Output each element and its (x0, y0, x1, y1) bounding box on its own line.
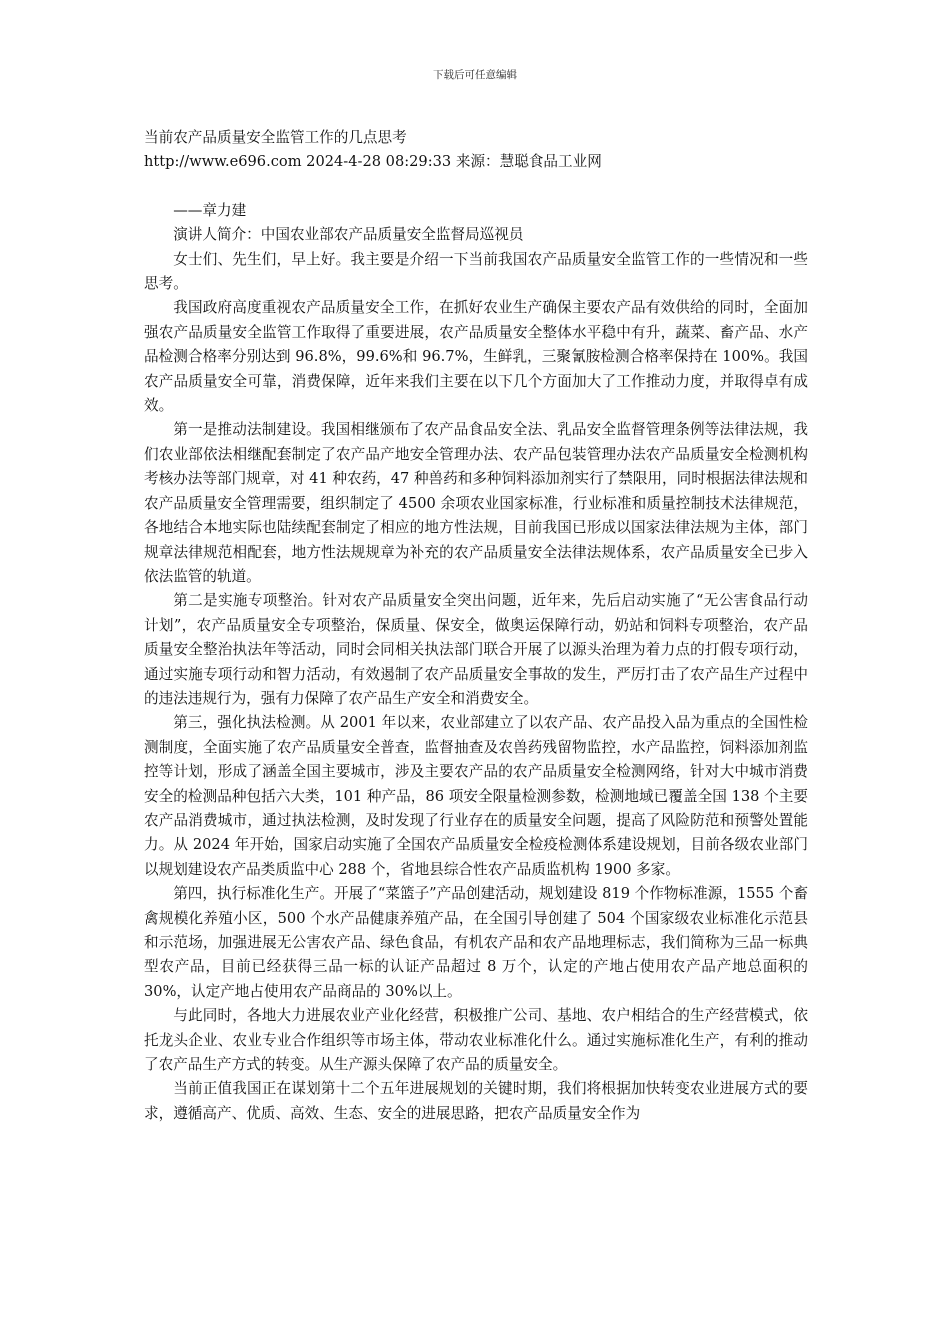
paragraph: 与此同时，各地大力进展农业产业化经营，积极推广公司、基地、农户相结合的生产经营模式，依托龙头企业、农业专业合作组织等市场主体，带动农业标准化什么。通过实施标准化生产，有利的推动了农产品生产方式的转变。从生产源头保障了农产品的质量安全。 (144, 1007, 808, 1074)
paragraph: 第四，执行标准化生产。开展了“菜篮子”产品创建活动，规划建设 819 个作物标准源，1555 个畜禽规模化养殖小区，500 个水产品健康养殖产品，在全国引导创建了 504 个国家级农业标准化示范县和示范场，加强进展无公害农产品、绿色食品，有机农产品和农产品地理标志，我们简称为三品一标典型农产品，目前已经获得三品一标的认证产品超过 8 万个，认定的产地占使用农产品产地总面积的 30%，认定产地占使用农产品商品的 30%以上。 (144, 885, 808, 1000)
paragraph: 第一是推动法制建设。我国相继颁布了农产品食品安全法、乳品安全监督管理条例等法律法规，我们农业部依法相继配套制定了农产品产地安全管理办法、农产品包装管理办法农产品质量安全检测机构考核办法等部门规章，对 41 种农药，47 种兽药和多种饲料添加剂实行了禁限用，同时根据法律法规和农产品质量安全管理需要，组织制定了 4500 余项农业国家标准，行业标准和质量控制技术法律规范，各地结合本地实际也陆续配套制定了相应的地方性法规，目前我国已形成以国家法律法规为主体，部门规章法律规范相配套，地方性法规规章为补充的农产品质量安全法律法规体系，农产品质量安全已步入依法监管的轨道。 (144, 421, 808, 585)
header-note: 下载后可任意编辑 (433, 69, 517, 81)
paragraph: 第三，强化执法检测。从 2001 年以来，农业部建立了以农产品、农产品投入品为重点的全国性检测制度，全面实施了农产品质量安全普查，监督抽查及农兽药残留物监控，水产品监控，饲料添加剂监控等计划，形成了涵盖全国主要城市，涉及主要农产品的农产品质量安全检测网络，针对大中城市消费安全的检测品种包括六大类，101 种产品，86 项安全限量检测参数，检测地域已覆盖全国 138 个主要农产品消费城市，通过执法检测，及时发现了行业存在的质量安全问题，提高了风险防范和预警处置能力。从 2024 年开始，国家启动实施了全国农产品质量安全检疫检测体系建设规划，目前各级农业部门以规划建设农产品类质监中心 288 个，省地县综合性农产品质监机构 1900 多家。 (144, 714, 808, 878)
speaker-intro: 演讲人简介：中国农业部农产品质量安全监督局巡视员 (173, 226, 524, 244)
source-line: http://www.e696.com 2024-4-28 08:29:33 来源：慧聪食品工业网 (144, 153, 602, 171)
paragraph: 当前正值我国正在谋划第十二个五年进展规划的关键时期，我们将根据加快转变农业进展方式的要求，遵循高产、优质、高效、生态、安全的进展思路，把农产品质量安全作为 (144, 1080, 808, 1122)
document-title: 当前农产品质量安全监管工作的几点思考 (144, 129, 407, 146)
blank-line (144, 175, 808, 199)
paragraph: 女士们、先生们，早上好。我主要是介绍一下当前我国农产品质量安全监管工作的一些情况和一些思考。 (144, 250, 808, 293)
author-line: ——章力建 (173, 201, 247, 219)
paragraph: 第二是实施专项整治。针对农产品质量安全突出问题，近年来，先后启动实施了“无公害食品行动计划”，农产品质量安全专项整治，保质量、保安全，做奥运保障行动，奶站和饲料专项整治，农产品质量安全整治执法年等活动，同时会同相关执法部门联合开展了以源头治理为着力点的打假专项行动，通过实施专项行动和智力活动，有效遏制了农产品质量安全事故的发生，严厉打击了农产品生产过程中的违法违规行为，强有力保障了农产品生产安全和消费安全。 (144, 592, 808, 707)
paragraph: 我国政府高度重视农产品质量安全工作，在抓好农业生产确保主要农产品有效供给的同时，全面加强农产品质量安全监管工作取得了重要进展，农产品质量安全整体水平稳中有升，蔬菜、畜产品、水产品检测合格率分别达到 96.8%，99.6%和 96.7%，生鲜乳，三聚氰胺检测合格率保持在 100%。我国农产品质量安全可靠，消费保障，近年来我们主要在以下几个方面加大了工作推动力度，并取得卓有成效。 (144, 299, 808, 415)
document-body (144, 126, 808, 1126)
